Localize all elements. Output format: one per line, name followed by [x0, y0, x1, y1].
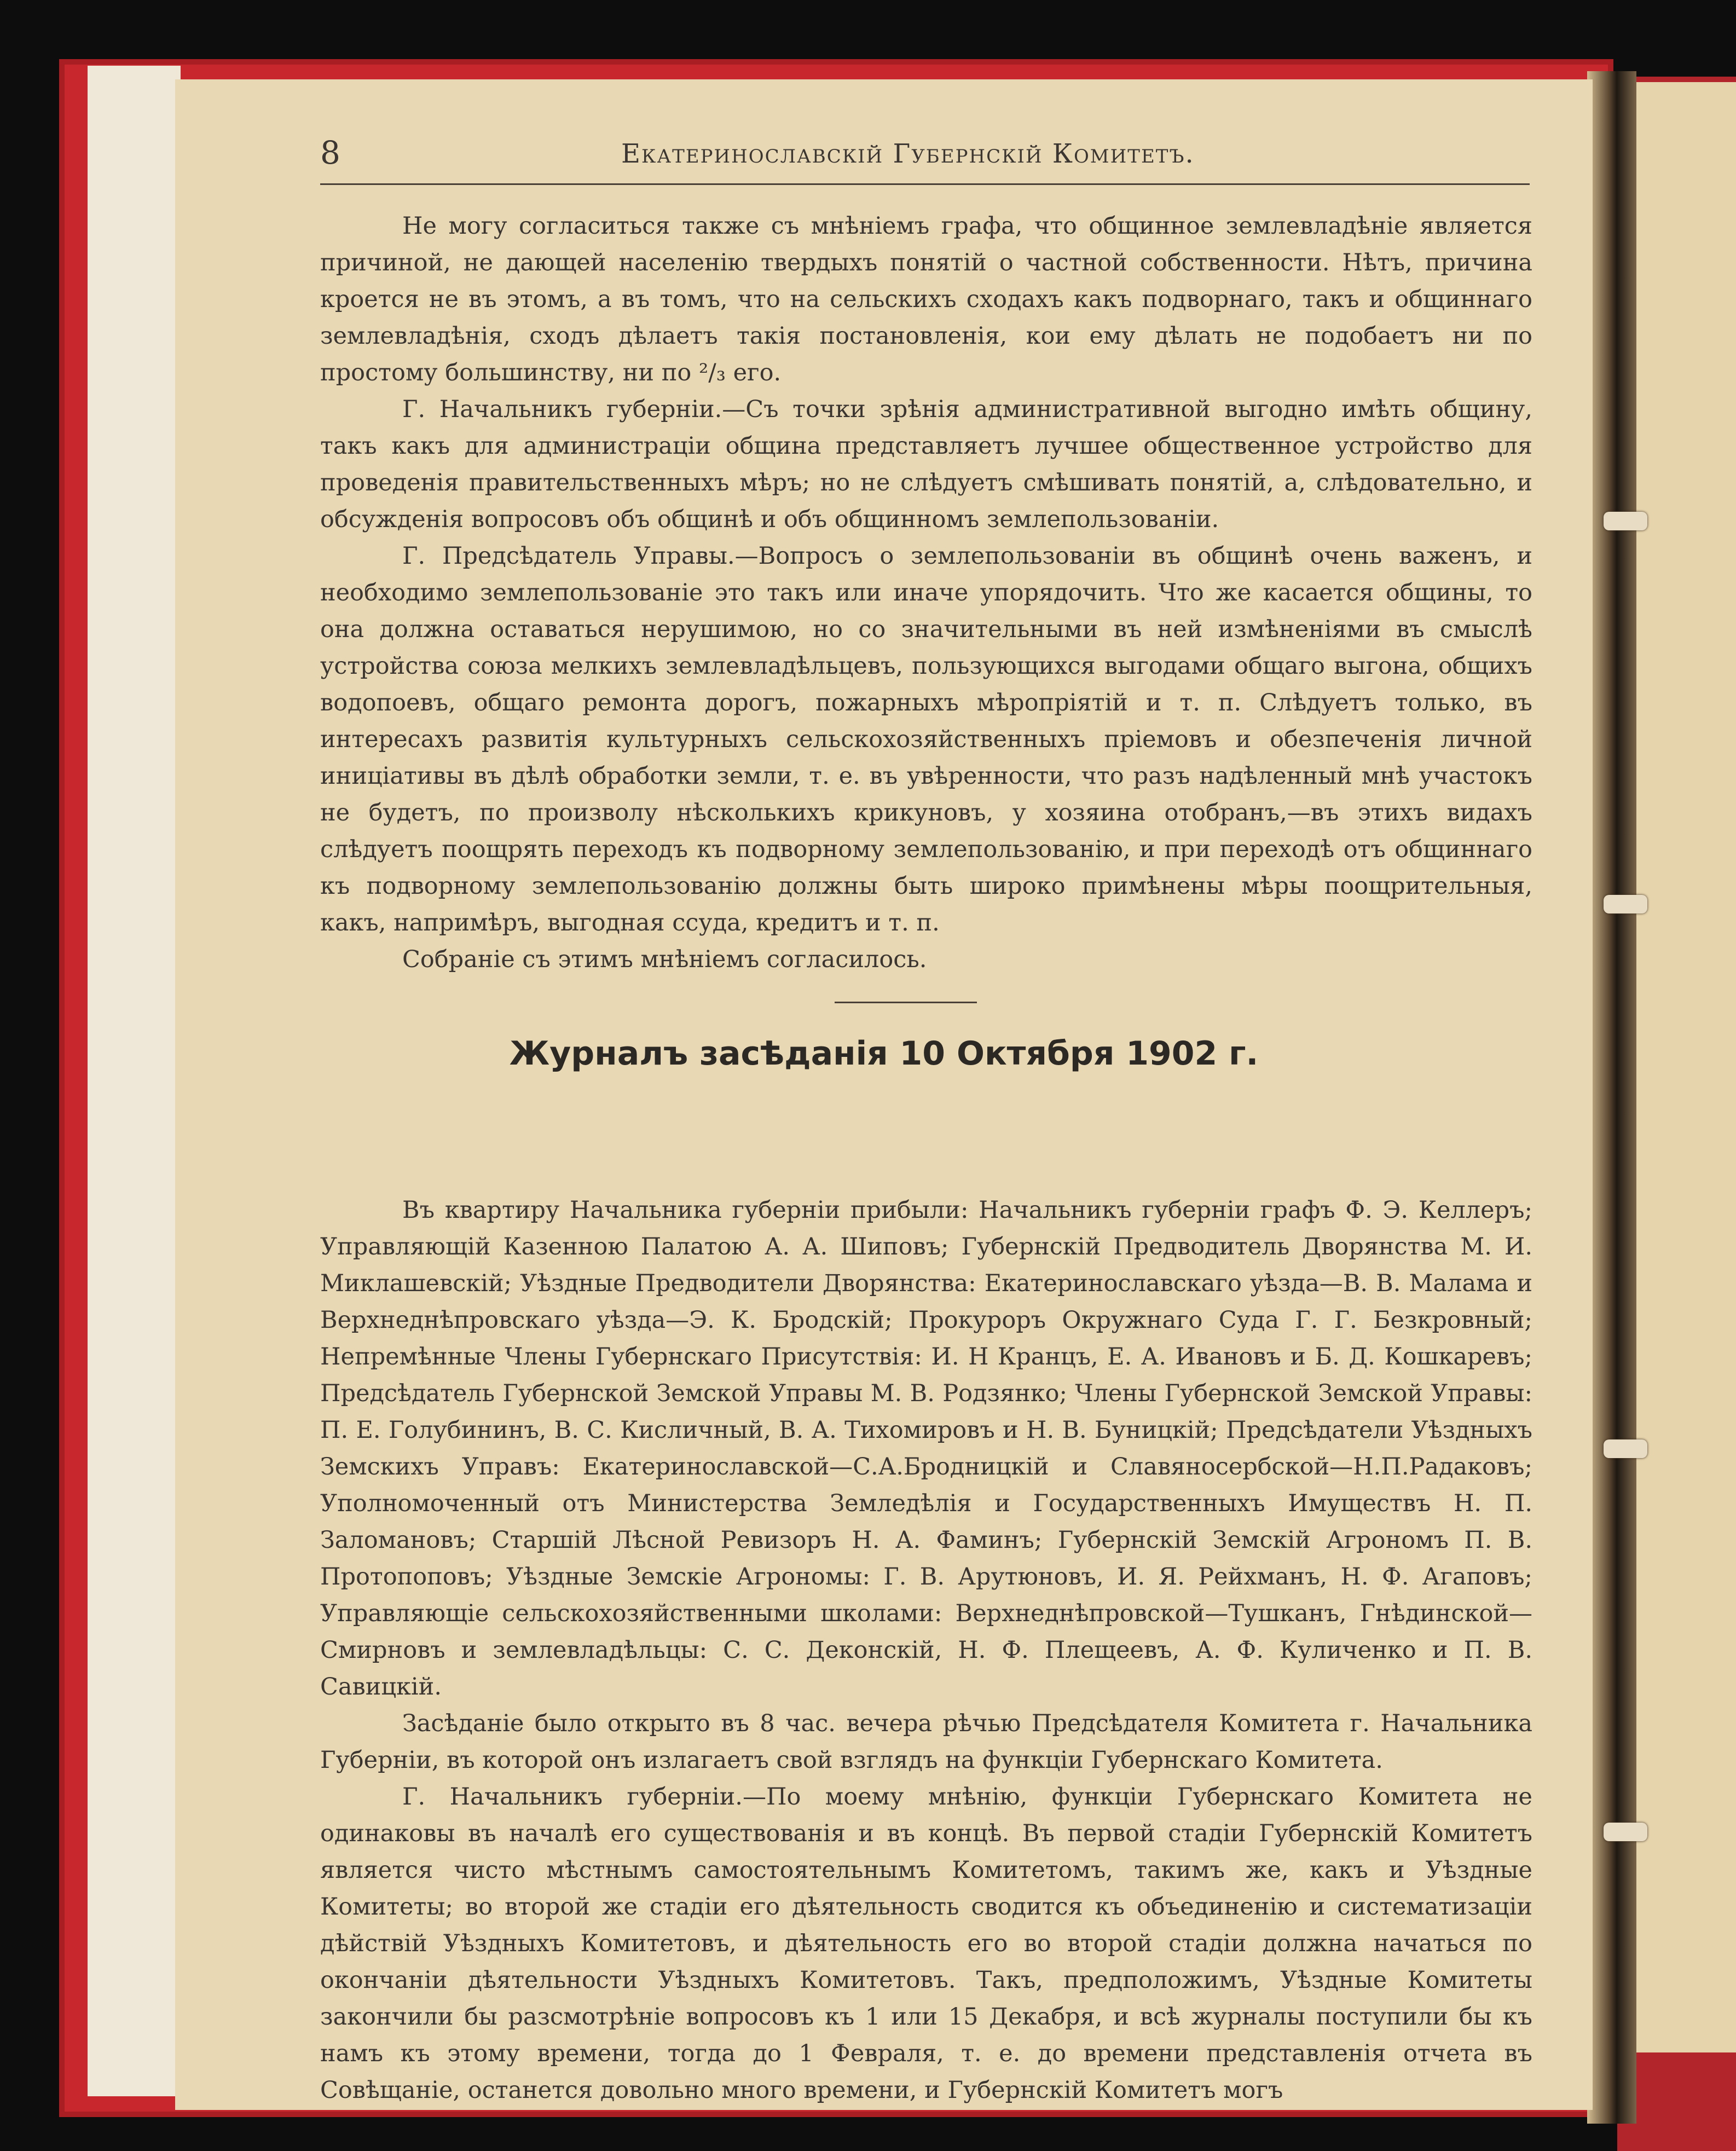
binding-thread: [1604, 1823, 1647, 1841]
body-text-bottom: [320, 1192, 1532, 2109]
running-title: Екатеринославскій Губернскій Комитетъ.: [621, 138, 1195, 169]
paragraph: Засѣданіе было открыто въ 8 час. вечера рѣчью Предсѣдателя Комитета г. Начальника Губерніи, въ которой онъ излагаетъ свой взглядъ на функціи Губернскаго Комитета.: [320, 1710, 1532, 1774]
page-header: [320, 134, 1530, 185]
paragraph: Не могу согласиться также съ мнѣніемъ графа, что общинное землевладѣніе является причиной, не дающей населенію твердыхъ понятій о частной собственности. Нѣтъ, причина кроется не въ этомъ, а въ томъ, что на сельскихъ сходахъ какъ подворнаго, такъ и общиннаго землевладѣнія, сходъ дѣлаетъ такія постановленія, кои ему дѣлать не подобаетъ ни по простому большинству, ни по ²/₃ его.: [320, 212, 1532, 386]
body-text-top: [320, 208, 1532, 978]
page-number: 8: [320, 134, 340, 171]
paragraph: Г. Начальникъ губерніи.—Съ точки зрѣнія административной выгодно имѣть общину, такъ какъ для администраціи община представляетъ лучшее общественное устройство для проведенія правительственныхъ мѣръ; но не слѣдуетъ смѣшивать понятій, а, слѣдовательно, и обсужденія вопросовъ объ общинѣ и объ общинномъ землепользованіи.: [320, 396, 1532, 533]
book-gutter: [1587, 71, 1636, 2124]
section-heading: Журналъ засѣданія 10 Октября 1902 г.: [509, 1034, 1259, 1073]
endpaper: [88, 66, 181, 2096]
section-divider: [835, 1002, 977, 1003]
document-page: [175, 79, 1593, 2110]
facing-page-edge: [1634, 82, 1736, 2052]
binding-thread: [1604, 512, 1647, 530]
binding-thread: [1604, 1439, 1647, 1458]
paragraph: Г. Предсѣдатель Управы.—Вопросъ о землепользованіи въ общинѣ очень важенъ, и необходимо землепользованіе это такъ или иначе упорядочить. Что же касается общины, то она должна оставаться нерушимою, но со значительными въ ней измѣненіями въ смыслѣ устройства союза мелкихъ землевладѣльцевъ, пользующихся выгодами общаго выгона, общихъ водопоевъ, общаго ремонта дорогъ, пожарныхъ мѣропріятій и т. п. Слѣдуетъ только, въ интересахъ развитія культурныхъ сельскохозяйственныхъ пріемовъ и обезпеченія личной иниціативы въ дѣлѣ обработки земли, т. е. въ увѣренности, что разъ надѣленный мнѣ участокъ не будетъ, по произволу нѣсколькихъ крикуновъ, у хозяина отобранъ,—въ этихъ видахъ слѣдуетъ поощрять переходъ къ подворному землепользованію, и при переходѣ отъ общиннаго къ подворному землепользованію должны быть широко примѣнены мѣры поощрительныя, какъ, напримѣръ, выгодная ссуда, кредитъ и т. п.: [320, 542, 1532, 936]
paragraph: Въ квартиру Начальника губерніи прибыли: Начальникъ губерніи графъ Ф. Э. Келлеръ; Управляющій Казенною Палатою А. А. Шиповъ; Губернскій Предводитель Дворянства М. И. Миклашевскій; Уѣздные Предводители Дворянства: Екатеринославскаго уѣзда—В. В. Малама и Верхнеднѣпровскаго уѣзда—Э. К. Бродскій; Прокуроръ Окружнаго Суда Г. Г. Безкровный; Непремѣнные Члены Губернскаго Присутствія: И. Н Кранцъ, Е. А. Ивановъ и Б. Д. Кошкаревъ; Предсѣдатель Губернской Земской Управы М. В. Родзянко; Члены Губернской Земской Управы: П. Е. Голубининъ, В. С. Кисличный, В. А. Тихомировъ и Н. В. Буницкій; Предсѣдатели Уѣздныхъ Земскихъ Управъ: Екатеринославской—С.А.Бродницкій и Славяносербской—Н.П.Радаковъ; Уполномоченный отъ Министерства Земледѣлія и Государственныхъ Имуществъ Н. П. Заломановъ; Старшій Лѣсной Ревизоръ Н. А. Фаминъ; Губернскій Земскій Агрономъ П. В. Протопоповъ; Уѣздные Земскіе Агрономы: Г. В. Арутюновъ, И. Я. Рейхманъ, Н. Ф. Агаповъ; Управляющіе сельскохозяйственными школами: Верхнеднѣпровской—Тушканъ, Гнѣдинской—Смирновъ и землевладѣльцы: С. С. Деконскій, Н. Ф. Плещеевъ, А. Ф. Куличенко и П. В. Савицкій.: [320, 1196, 1532, 1701]
paragraph: Г. Начальникъ губерніи.—По моему мнѣнію, функціи Губернскаго Комитета не одинаковы въ началѣ его существованія и въ концѣ. Въ первой стадіи Губернскій Комитетъ является чисто мѣстнымъ самостоятельнымъ Комитетомъ, такимъ же, какъ и Уѣздные Комитеты; во второй же стадіи его дѣятельность сводится къ объединенію и систематизаціи дѣйствій Уѣздныхъ Комитетовъ, и дѣятельность его во второй стадіи должна начаться по окончаніи дѣятельности Уѣздныхъ Комитетовъ. Такъ, предположимъ, Уѣздные Комитеты закончили бы разсмотрѣніе вопросовъ къ 1 или 15 Декабря, и всѣ журналы поступили бы къ намъ къ этому времени, тогда до 1 Февраля, т. е. до времени представленія отчета въ Совѣщаніе, останется довольно много времени, и Губернскій Комитетъ могъ: [320, 1783, 1532, 2104]
paragraph: Собраніе съ этимъ мнѣніемъ согласилось.: [402, 946, 927, 973]
binding-thread: [1604, 895, 1647, 913]
